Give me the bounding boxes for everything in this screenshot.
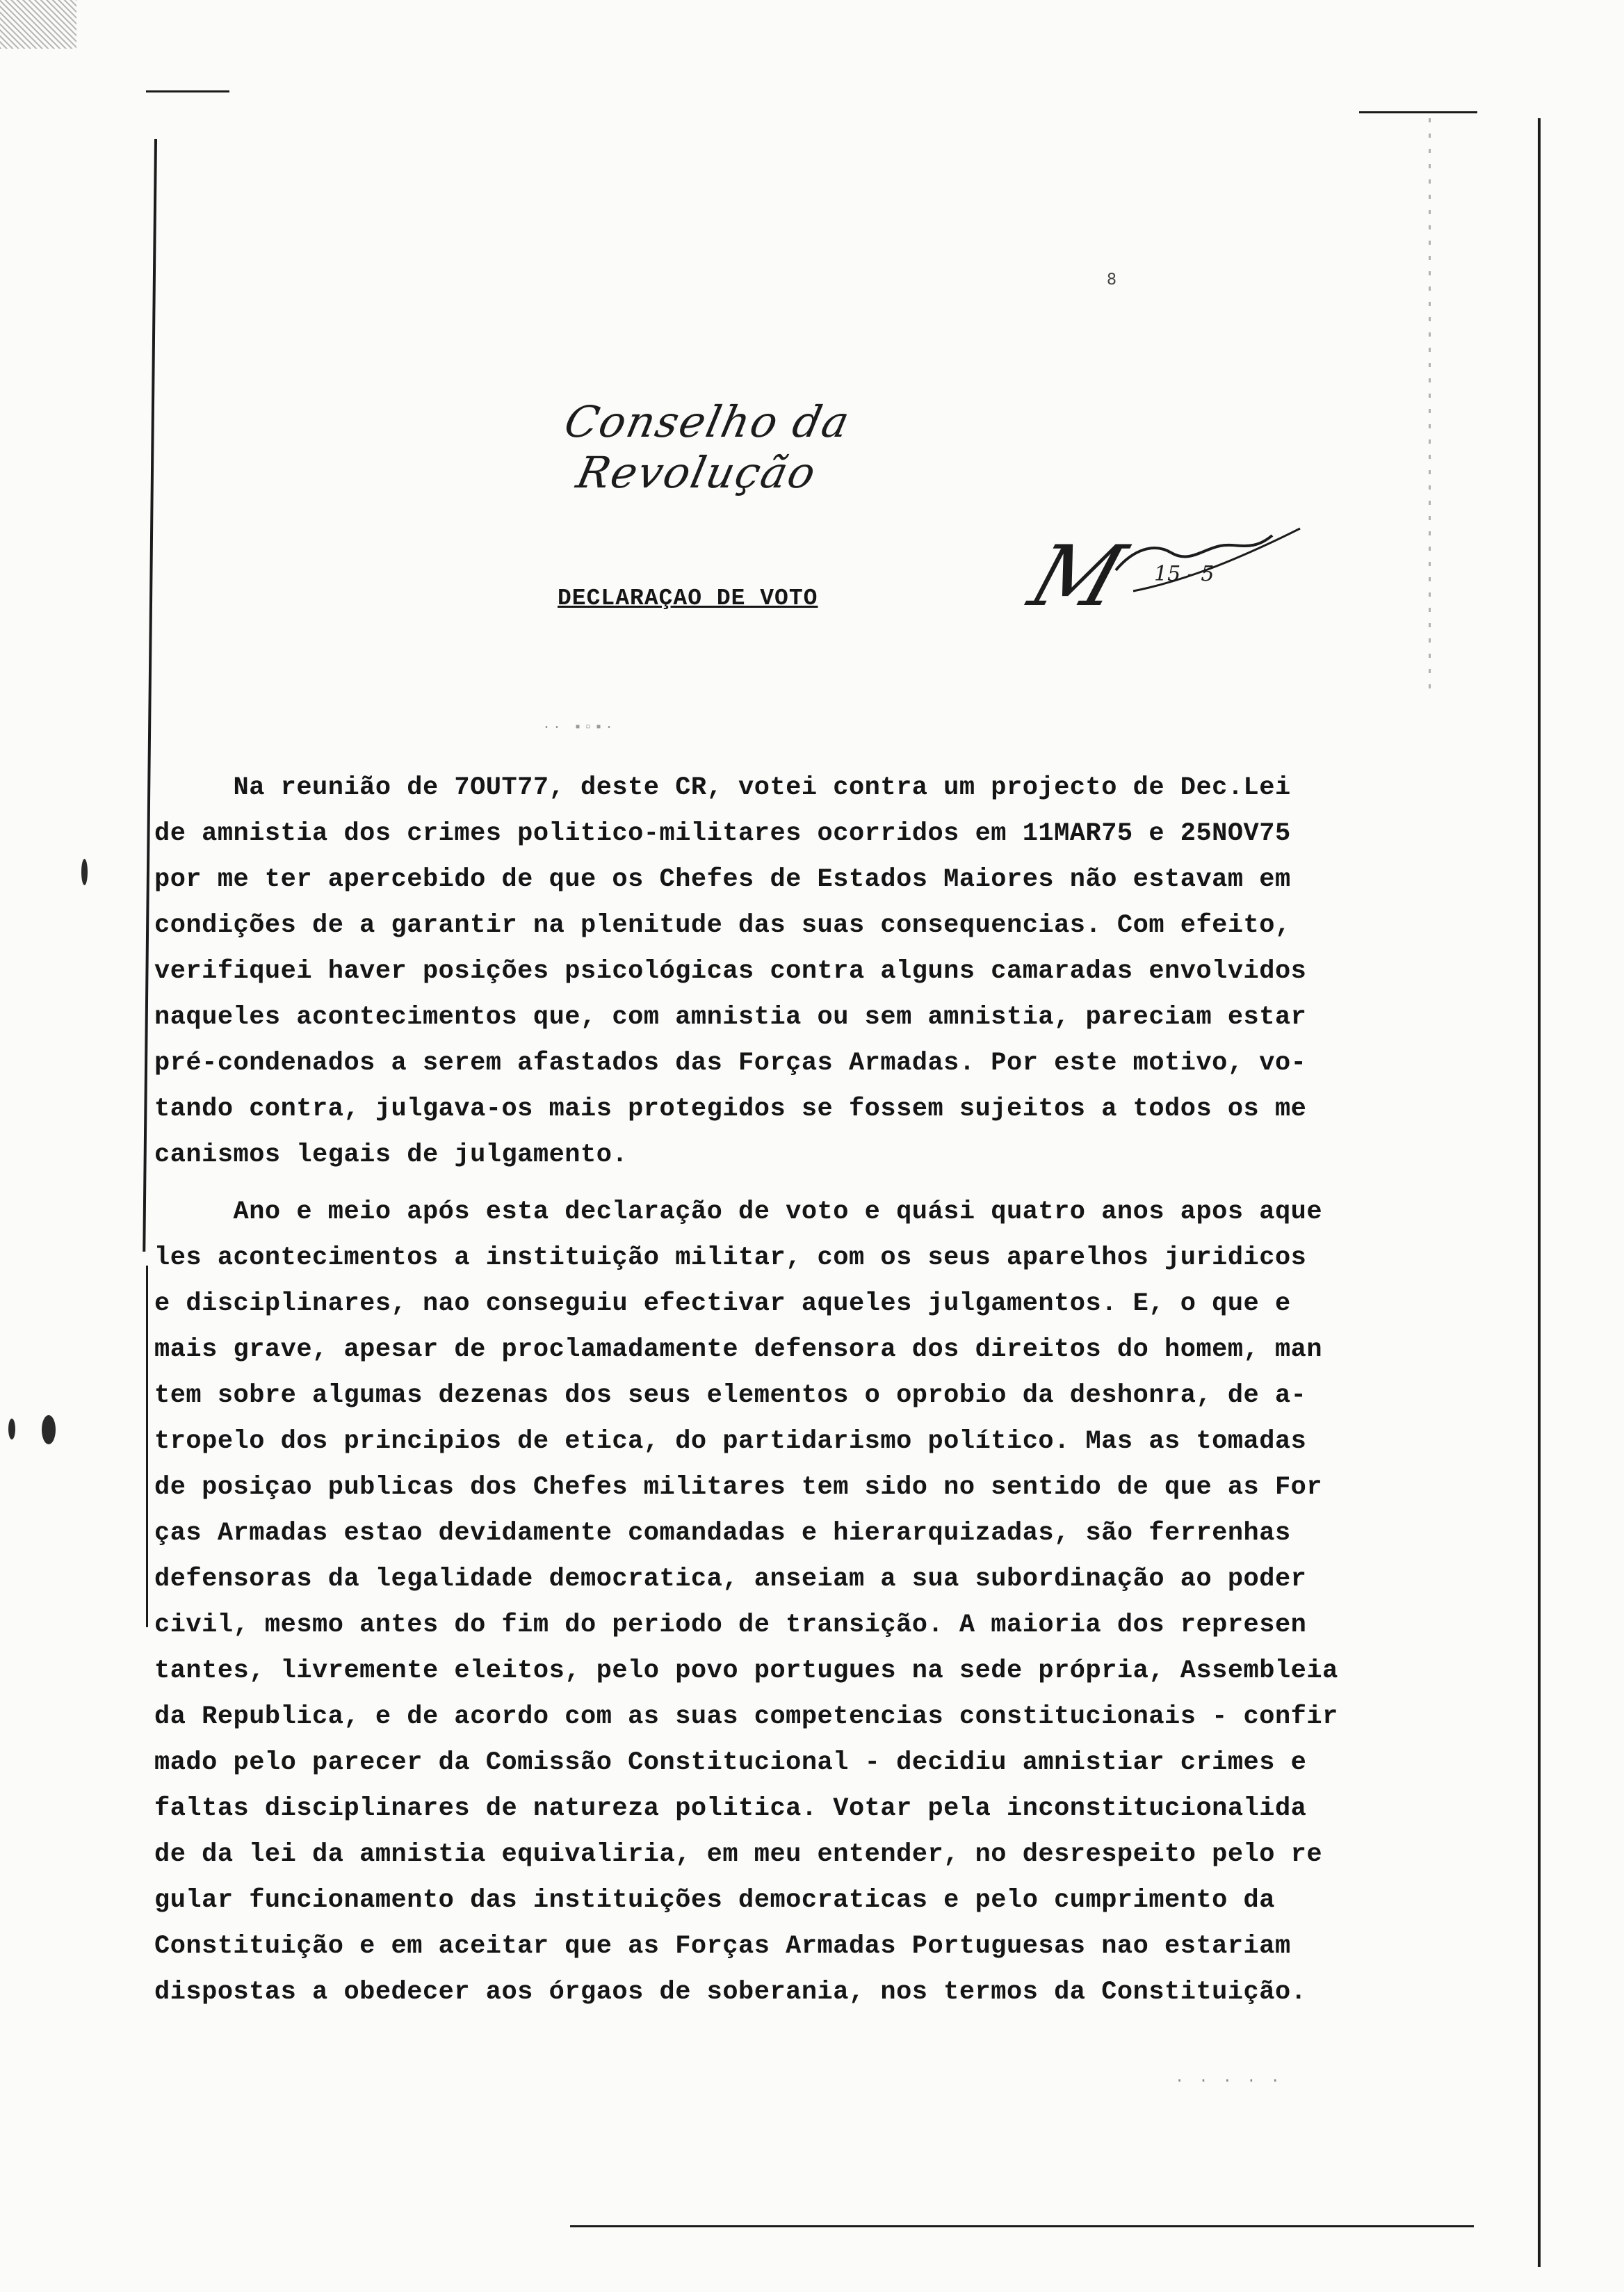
faint-marks: ·· ▪▫▪·	[542, 720, 616, 736]
text-line: ças Armadas estao devidamente comandadas e hierarquizadas, são ferrenhas	[154, 1519, 1291, 1548]
text-line: pré-condenados a serem afastados das Forças Armadas. Por este motivo, vo-	[154, 1049, 1307, 1078]
text-line: tem sobre algumas dezenas dos seus elementos o oprobio da deshonra, de a-	[154, 1381, 1307, 1410]
signature	[1018, 487, 1314, 647]
text-line: de posiçao publicas dos Chefes militares tem sido no sentido de que as For	[154, 1473, 1323, 1502]
text-line: canismos legais de julgamento.	[154, 1140, 628, 1170]
text-line: tantes, livremente eleitos, pelo povo portugues na sede própria, Assembleia	[154, 1656, 1338, 1686]
page-number: 8	[1107, 271, 1116, 289]
text-line: dispostas a obedecer aos órgaos de soberania, nos termos da Constituição.	[154, 1978, 1307, 2007]
text-line: tando contra, julgava-os mais protegidos se fossem sujeitos a todos os me	[154, 1095, 1307, 1124]
text-line: defensoras da legalidade democratica, anseiam a sua subordinação ao poder	[154, 1565, 1307, 1594]
scan-noise	[0, 0, 76, 49]
text-line: Ano e meio após esta declaração de voto e quási quatro anos apos aque	[154, 1197, 1323, 1227]
text-line: verifiquei haver posições psicológicas contra alguns camaradas envolvidos	[154, 957, 1307, 986]
text-line: faltas disciplinares de natureza politica. Votar pela inconstitucionalida	[154, 1794, 1307, 1823]
text-line: gular funcionamento das instituições democraticas e pelo cumprimento da	[154, 1886, 1275, 1915]
text-line: e disciplinares, nao conseguiu efectivar aqueles julgamentos. E, o que e	[154, 1289, 1291, 1318]
text-line: mais grave, apesar de proclamadamente defensora dos direitos do homem, man	[154, 1335, 1323, 1364]
text-line: de amnistia dos crimes politico-militares ocorridos em 11MAR75 e 25NOV75	[154, 819, 1291, 848]
text-line: Na reunião de 7OUT77, deste CR, votei contra um projecto de Dec.Lei	[154, 773, 1291, 802]
signature-initials: M	[1018, 528, 1136, 626]
text-line: les acontecimentos a instituição militar, com os seus aparelhos juridicos	[154, 1243, 1307, 1273]
top-right-rule	[1359, 111, 1477, 113]
bottom-border-line	[570, 2225, 1474, 2227]
text-line: Constituição e em aceitar que as Forças Armadas Portuguesas nao estariam	[154, 1932, 1291, 1961]
text-line: mado pelo parecer da Comissão Constitucional - decidiu amnistiar crimes e	[154, 1748, 1307, 1777]
left-margin-mark	[42, 1415, 56, 1444]
bottom-marks: · · · · ·	[1175, 2072, 1283, 2090]
top-left-rule	[146, 90, 229, 92]
right-border-line	[1538, 118, 1541, 2267]
left-margin-mark	[8, 1419, 15, 1439]
paragraph-2	[154, 1189, 1336, 2015]
text-line: de da lei da amnistia equivaliria, em meu entender, no desrespeito pelo re	[154, 1840, 1323, 1869]
left-border-line-lower	[146, 1266, 148, 1627]
signature-date: 15 - 5	[1154, 562, 1215, 586]
left-margin-mark	[81, 859, 88, 885]
paragraph-1	[154, 765, 1336, 1178]
text-line: da Republica, e de acordo com as suas competencias constitucionais - confir	[154, 1702, 1338, 1732]
text-line: condições de a garantir na plenitude das suas consequencias. Com efeito,	[154, 911, 1291, 940]
page-title: DECLARAÇAO DE VOTO	[558, 586, 818, 611]
text-line: tropelo dos principios de etica, do partidarismo político. Mas as tomadas	[154, 1427, 1307, 1456]
text-line: naqueles acontecimentos que, com amnistia ou sem amnistia, pareciam estar	[154, 1003, 1307, 1032]
text-line: por me ter apercebido de que os Chefes de Estados Maiores não estavam em	[154, 865, 1291, 894]
body-text	[154, 765, 1336, 2015]
text-line: civil, mesmo antes do fim do periodo de transição. A maioria dos represen	[154, 1611, 1307, 1640]
letterhead: Conselho da Revolução	[560, 396, 855, 498]
right-margin-dots	[1429, 118, 1431, 688]
